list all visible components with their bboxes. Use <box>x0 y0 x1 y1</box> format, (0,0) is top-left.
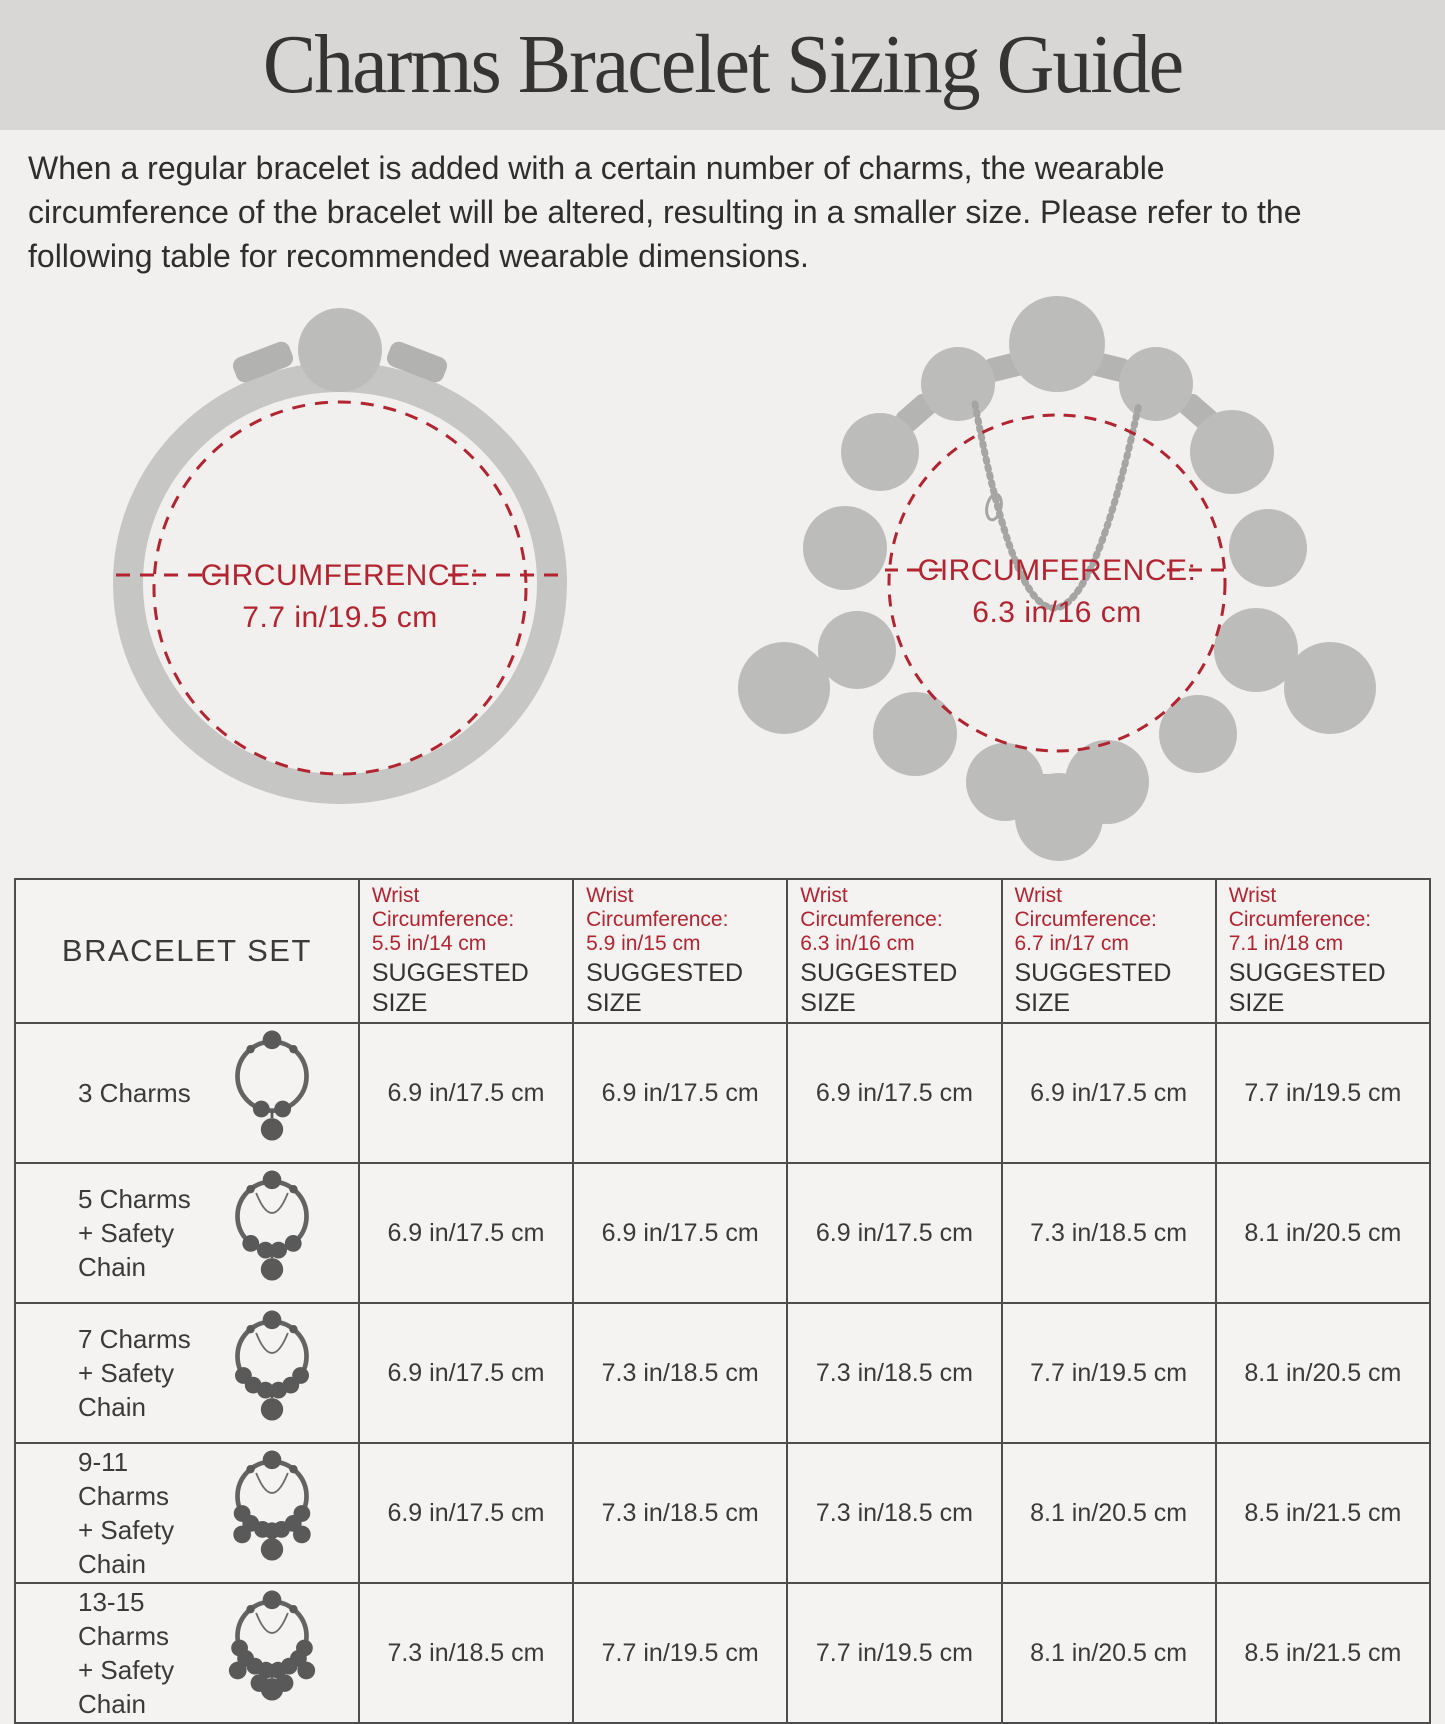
suggested-size-label: SUGGESTED SIZE <box>586 959 744 1017</box>
wrist-circumference-value: 6.7 in/17 cm <box>1014 932 1129 955</box>
suggested-size-label: SUGGESTED SIZE <box>371 959 529 1017</box>
wrist-column-header-1 <box>573 879 787 1023</box>
suggested-size-cell-0: 6.9 in/17.5 cm <box>359 1303 573 1443</box>
circumference-label: CIRCUMFERENCE: <box>200 559 480 592</box>
clasp-bead <box>298 308 382 392</box>
bracelet-set-label: 5 Charms + Safety Chain <box>78 1184 191 1282</box>
wrist-circumference-label: Wrist Circumference: <box>1014 884 1157 931</box>
suggested-size-cell-0: 6.9 in/17.5 cm <box>359 1023 573 1163</box>
suggested-size-cell-0: 6.9 in/17.5 cm <box>359 1163 573 1303</box>
suggested-size-label: SUGGESTED SIZE <box>1014 959 1172 1017</box>
bracelet-set-cell <box>15 1443 359 1583</box>
suggested-size-cell-0: 6.9 in/17.5 cm <box>359 1443 573 1583</box>
suggested-size-label: SUGGESTED SIZE <box>800 959 958 1017</box>
bracelet-set-cell <box>15 1023 359 1163</box>
wrist-column-header-0 <box>359 879 573 1023</box>
bracelet-set-inner <box>16 1444 358 1582</box>
wrist-column-header-2 <box>787 879 1001 1023</box>
bracelet-set-label: 7 Charms + Safety Chain <box>78 1324 191 1422</box>
wrist-circumference-label: Wrist Circumference: <box>800 884 943 931</box>
suggested-size-cell-3: 8.1 in/20.5 cm <box>1002 1583 1216 1723</box>
suggested-size-cell-1: 7.3 in/18.5 cm <box>573 1303 787 1443</box>
charm-bracelet-diagram <box>735 272 1435 864</box>
bracelet-set-inner <box>16 1164 358 1302</box>
table-row <box>15 1303 1430 1443</box>
suggested-size-cell-2: 6.9 in/17.5 cm <box>787 1163 1001 1303</box>
suggested-size-cell-3: 8.1 in/20.5 cm <box>1002 1443 1216 1583</box>
suggested-size-cell-1: 7.3 in/18.5 cm <box>573 1443 787 1583</box>
bracelet-set-inner <box>16 1024 358 1162</box>
suggested-size-cell-3: 6.9 in/17.5 cm <box>1002 1023 1216 1163</box>
wrist-circumference-value: 5.5 in/14 cm <box>371 932 487 955</box>
wrist-circumference-value: 5.9 in/15 cm <box>586 932 701 955</box>
bracelet-set-cell <box>15 1303 359 1443</box>
suggested-size-cell-2: 6.9 in/17.5 cm <box>787 1023 1001 1163</box>
suggested-size-cell-1: 6.9 in/17.5 cm <box>573 1023 787 1163</box>
suggested-size-cell-1: 6.9 in/17.5 cm <box>573 1163 787 1303</box>
wrist-circumference-label: Wrist Circumference: <box>586 884 729 931</box>
circumference-label: CIRCUMFERENCE: <box>917 554 1197 587</box>
bracelet-set-icon <box>220 1304 324 1442</box>
sizing-table-wrap <box>14 878 1431 1724</box>
bracelet-set-cell <box>15 1163 359 1303</box>
intro-line: following table for recommended wearable dimensions. <box>28 238 809 274</box>
bracelet-set-inner <box>16 1584 358 1722</box>
suggested-size-cell-4: 8.5 in/21.5 cm <box>1216 1583 1430 1723</box>
intro-line: When a regular bracelet is added with a certain number of charms, the wearable <box>28 150 1165 186</box>
wrist-circumference-value: 7.1 in/18 cm <box>1228 932 1344 955</box>
diagrams-section <box>0 286 1445 878</box>
suggested-size-cell-4: 8.1 in/20.5 cm <box>1216 1303 1430 1443</box>
suggested-size-label: SUGGESTED SIZE <box>1228 959 1386 1017</box>
plain-bracelet-diagram <box>30 288 650 823</box>
suggested-size-cell-3: 7.7 in/19.5 cm <box>1002 1303 1216 1443</box>
suggested-size-cell-4: 8.1 in/20.5 cm <box>1216 1163 1430 1303</box>
title-banner <box>0 0 1445 130</box>
intro-line: circumference of the bracelet will be altered, resulting in a smaller size. Please refer to the <box>28 194 1302 230</box>
suggested-size-cell-2: 7.3 in/18.5 cm <box>787 1303 1001 1443</box>
bracelet-set-icon <box>220 1024 324 1162</box>
bracelet-set-label: 13-15 Charms + Safety Chain <box>78 1587 175 1719</box>
page-title: Charms Bracelet Sizing Guide <box>262 18 1183 111</box>
table-row <box>15 1583 1430 1723</box>
suggested-size-cell-1: 7.7 in/19.5 cm <box>573 1583 787 1723</box>
suggested-size-cell-2: 7.3 in/18.5 cm <box>787 1443 1001 1583</box>
wrist-column-header-4 <box>1216 879 1430 1023</box>
sizing-table <box>14 878 1431 1724</box>
wrist-circumference-value: 6.3 in/16 cm <box>800 932 915 955</box>
bracelet-set-cell <box>15 1583 359 1723</box>
suggested-size-cell-2: 7.7 in/19.5 cm <box>787 1583 1001 1723</box>
suggested-size-cell-4: 8.5 in/21.5 cm <box>1216 1443 1430 1583</box>
circumference-value: 7.7 in/19.5 cm <box>242 601 438 634</box>
intro-paragraph <box>0 130 1445 286</box>
wrist-column-header-3 <box>1002 879 1216 1023</box>
suggested-size-cell-3: 7.3 in/18.5 cm <box>1002 1163 1216 1303</box>
wrist-circumference-label: Wrist Circumference: <box>371 884 515 931</box>
bracelet-set-icon <box>220 1444 324 1582</box>
bracelet-set-icon <box>220 1164 324 1302</box>
suggested-size-cell-4: 7.7 in/19.5 cm <box>1216 1023 1430 1163</box>
bracelet-set-label: 3 Charms <box>78 1078 191 1108</box>
bracelet-set-label: 9-11 Charms + Safety Chain <box>78 1447 175 1579</box>
suggested-size-cell-0: 7.3 in/18.5 cm <box>359 1583 573 1723</box>
bracelet-set-icon <box>220 1584 324 1722</box>
table-row <box>15 1163 1430 1303</box>
circumference-value: 6.3 in/16 cm <box>972 596 1142 629</box>
table-row <box>15 1443 1430 1583</box>
bracelet-set-header: BRACELET SET <box>15 879 359 1023</box>
bracelet-set-inner <box>16 1304 358 1442</box>
wrist-circumference-label: Wrist Circumference: <box>1228 884 1372 931</box>
table-row <box>15 1023 1430 1163</box>
header-row <box>15 879 1430 1023</box>
